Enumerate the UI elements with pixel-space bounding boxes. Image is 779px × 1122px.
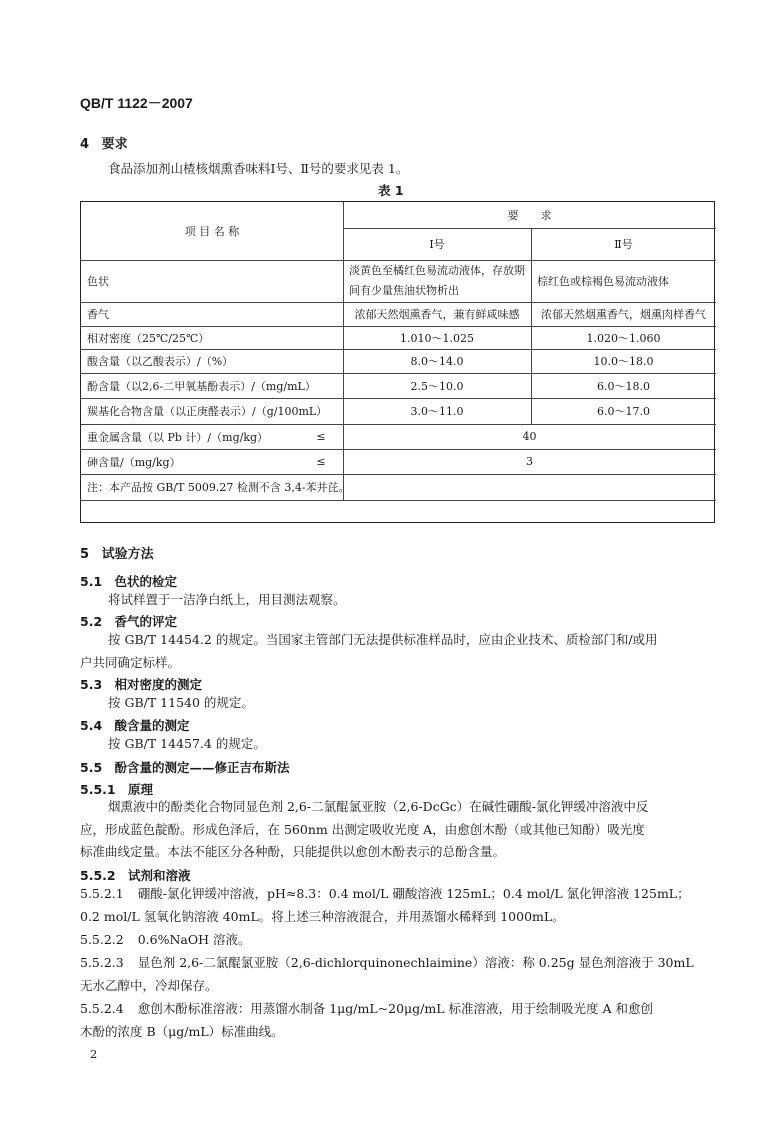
section-5-4-text: 按 GB/T 14457.4 的规定。 (108, 736, 266, 751)
row-phenol-grade-2: 6.0～18.0 (597, 379, 650, 393)
section-5-1-text: 将试样置于一洁净白纸上，用目测法观察。 (108, 592, 346, 607)
section-5-3-text: 按 GB/T 11540 的规定。 (108, 695, 254, 710)
row-color-grade-2: 棕红色或棕褐色易流动液体 (537, 275, 669, 288)
clause-number: 5.5.2.2 (80, 932, 124, 947)
section-4-intro: 食品添加剂山楂核烟熏香味料Ⅰ号、Ⅱ号的要求见表 1。 (108, 161, 409, 176)
section-5-5-2-1-line2: 0.2 mol/L 氢氧化钠溶液 40mL。将上述三种溶液混合，并用蒸馏水稀释到 1000mL。 (80, 909, 565, 924)
row-arsenic-value: 3 (526, 455, 533, 468)
section-5-5-2-2 (80, 929, 251, 951)
section-number: 5.5 (80, 760, 103, 775)
section-5-1-heading (80, 572, 177, 590)
section-title: 酚含量的测定——修正吉布斯法 (114, 760, 290, 775)
section-title: 酸含量的测定 (114, 718, 190, 733)
row-name-carbonyl: 羰基化合物含量（以正庚醛表示）/（g/100mL） (87, 405, 328, 418)
requirements-table (80, 201, 715, 523)
section-title: 色状的检定 (114, 574, 178, 589)
section-number: 5.5.1 (80, 782, 116, 797)
clause-number: 5.5.2.3 (80, 955, 124, 970)
clause-text: 0.6%NaOH 溶液。 (137, 932, 251, 947)
section-number: 4 (80, 137, 90, 152)
row-acid-grade-1: 8.0～14.0 (410, 355, 464, 368)
section-5-5-2-4-line1 (80, 998, 653, 1020)
row-name-aroma: 香气 (87, 308, 109, 321)
row-arsenic-symbol: ≤ (316, 455, 326, 468)
section-5-2-heading (80, 612, 177, 630)
section-title: 香气的评定 (114, 614, 178, 629)
row-name-color: 色状 (87, 275, 109, 288)
section-5-5-1-text-line3: 标准曲线定量。本法不能区分各种酚，只能提供以愈创木酚表示的总酚含量。 (80, 844, 506, 859)
clause-number: 5.5.2.4 (80, 1001, 124, 1016)
header-grade-2: Ⅱ号 (614, 238, 633, 251)
section-number: 5 (80, 547, 90, 562)
row-name-heavy-metal: 重金属含量（以 Pb 计）/（mg/kg） (87, 430, 269, 444)
section-5-5-2-1-line1 (80, 883, 690, 905)
section-title: 相对密度的测定 (114, 677, 203, 692)
section-5-heading (80, 543, 154, 562)
standard-code: QB/T 1122－2007 (80, 95, 193, 111)
row-name-phenol: 酚含量（以2,6-二甲氧基酚表示）/（mg/mL） (87, 379, 316, 393)
section-5-2-text-line1: 按 GB/T 14454.2 的规定。当国家主管部门无法提供标准样品时，应由企业技术、质检部门和/或用 (108, 632, 658, 647)
section-5-5-heading (80, 758, 290, 776)
row-color-grade-1: 淡黄色至橘红色易流动液体，存放期间有少量焦油状物析出 (349, 264, 525, 297)
table-caption: 表 1 (378, 183, 404, 198)
section-5-5-1-text-line2: 应，形成蓝色靛酚。形成色泽后，在 560nm 出测定吸收光度 A，由愈创木酚（或其他已知酚）吸光度 (80, 822, 645, 837)
row-carbonyl-grade-2: 6.0～17.0 (597, 405, 650, 418)
row-heavy-metal-value: 40 (522, 430, 537, 443)
clause-number: 5.5.2.1 (80, 886, 124, 901)
section-number: 5.5.2 (80, 868, 116, 883)
section-5-5-2-heading (80, 866, 190, 884)
row-name-density: 相对密度（25℃/25℃） (87, 331, 210, 345)
section-5-5-2-3-line1 (80, 952, 694, 974)
row-density-grade-2: 1.020～1.060 (586, 331, 661, 345)
section-5-3-heading (80, 675, 202, 693)
clause-text: 愈创木酚标准溶液：用蒸馏水制备 1μg/mL~20μg/mL 标准溶液，用于绘制吸光度 A 和愈创 (137, 1001, 653, 1016)
row-heavy-metal-symbol: ≤ (316, 430, 326, 443)
page-number: 2 (90, 1047, 98, 1061)
clause-text: 硼酸-氯化钾缓冲溶液，pH≈8.3：0.4 mol/L 硼酸溶液 125mL；0.4 mol/L 氯化钾溶液 125mL； (137, 886, 690, 901)
section-number: 5.3 (80, 677, 103, 692)
section-5-5-2-3-line2: 无水乙醇中，冷却保存。 (80, 978, 218, 993)
header-requirements: 要 求 (507, 209, 552, 222)
section-4-heading (80, 133, 128, 152)
section-title: 试验方法 (101, 547, 154, 562)
section-5-4-heading (80, 716, 190, 734)
section-5-5-2-4-line2: 木酚的浓度 B（μg/mL）标准曲线。 (80, 1024, 284, 1039)
row-acid-grade-2: 10.0～18.0 (593, 355, 654, 368)
section-5-2-text-line2: 户共同确定标样。 (80, 655, 181, 670)
row-density-grade-1: 1.010～1.025 (400, 331, 474, 345)
header-item-name: 项 目 名 称 (184, 225, 240, 238)
section-title: 试剂和溶液 (127, 868, 191, 883)
clause-text: 显色剂 2,6-二氯醌氯亚胺（2,6-dichlorquinonechlaimine）溶液：称 0.25g 显色剂溶液于 30mL (137, 955, 694, 970)
section-title: 原理 (127, 782, 153, 797)
row-carbonyl-grade-1: 3.0～11.0 (410, 405, 464, 418)
row-aroma-grade-1: 浓郁天然烟熏香气，兼有鲜咸味感 (354, 308, 520, 321)
header-grade-1: Ⅰ号 (429, 238, 445, 251)
section-title: 要求 (101, 137, 128, 152)
section-number: 5.1 (80, 574, 103, 589)
row-name-arsenic: 砷含量/（mg/kg） (87, 455, 181, 469)
table-note: 注：本产品按 GB/T 5009.27 检测不含 3,4-苯并芘。 (87, 481, 350, 494)
section-number: 5.2 (80, 614, 103, 629)
row-name-acid: 酸含量（以乙酸表示）/（%） (87, 355, 234, 368)
row-aroma-grade-2: 浓郁天然烟熏香气，烟熏肉样香气 (541, 308, 706, 321)
section-number: 5.4 (80, 718, 103, 733)
row-phenol-grade-1: 2.5～10.0 (410, 379, 464, 393)
section-5-5-1-text-line1: 烟熏液中的酚类化合物同显色剂 2,6-二氯醌氯亚胺（2,6-DcGc）在碱性硼酸-氯化钾缓冲溶液中反 (108, 799, 649, 814)
